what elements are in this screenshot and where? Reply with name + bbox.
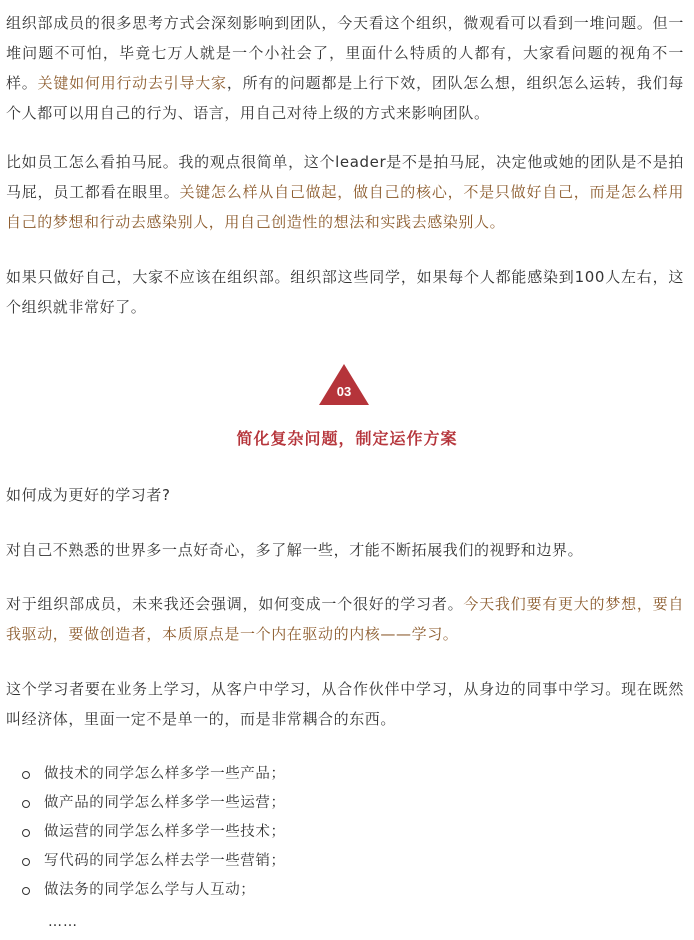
paragraph-6 (6, 589, 684, 649)
paragraph-1-text: 组织部成员的很多思考方式会深刻影响到团队，今天看这个组织，微观看可以看到一堆问题。但一堆问题不可怕，毕竟七万人就是一个小社会了，里面什么特质的人都有，大家看问题的视角不一样。 (6, 14, 684, 92)
paragraph-2-text: 比如员工怎么看拍马屁。我的观点很简单，这个leader是不是拍马屁，决定他或她的团队是不是拍马屁，员工都看在眼里。 (6, 153, 684, 201)
list-item (0, 847, 694, 876)
list-ellipsis: …… (48, 914, 78, 930)
list-item-text: 做运营的同学怎么样多学一些技术； (44, 824, 286, 840)
list-item-text: 做产品的同学怎么样多学一些运营； (44, 795, 286, 811)
bullet-circle-icon (22, 858, 30, 866)
section-title: 简化复杂问题，制定运作方案 (236, 429, 458, 448)
paragraph-1-highlight: 关键如何用行动去引导大家 (37, 74, 227, 92)
paragraph-1 (6, 8, 684, 128)
list-item-text: 写代码的同学怎么样去学一些营销； (44, 853, 286, 869)
paragraph-6-text: 对于组织部成员，未来我还会强调，如何变成一个很好的学习者。 (6, 595, 464, 613)
paragraph-2-highlight: 关键怎么样从自己做起，做自己的核心，不是只做好自己，而是怎么样用自己的梦想和行动去感染别人，用自己创造性的想法和实践去感染别人。 (6, 183, 684, 231)
paragraph-4: 如何成为更好的学习者? (6, 486, 171, 504)
paragraph-1-text-end: ，所有的问题都是上行下效，团队怎么想，组织怎么运转，我们每个人都可以用自己的行为、语言，用自己对待上级的方式来影响团队。 (6, 74, 685, 122)
list-item (0, 876, 694, 905)
paragraph-6-highlight: 今天我们要有更大的梦想，要自我驱动，要做创造者，本质原点是一个内在驱动的内核——学习。 (6, 595, 685, 643)
bullet-circle-icon (22, 771, 30, 779)
list-item-text: 做法务的同学怎么学与人互动； (44, 882, 256, 898)
list-item (0, 818, 694, 847)
bullet-circle-icon (22, 800, 30, 808)
bullet-list (0, 760, 694, 905)
paragraph-3: 如果只做好自己，大家不应该在组织部。组织部这些同学，如果每个人都能感染到100人左右，这个组织就非常好了。 (6, 268, 684, 316)
bullet-circle-icon (22, 887, 30, 895)
paragraph-7: 这个学习者要在业务上学习，从客户中学习，从合作伙伴中学习，从身边的同事中学习。现在既然叫经济体，里面一定不是单一的，而是非常耦合的东西。 (6, 680, 684, 728)
paragraph-5: 对自己不熟悉的世界多一点好奇心，多了解一些，才能不断拓展我们的视野和边界。 (6, 541, 584, 559)
section-number: 03 (336, 384, 352, 399)
list-item (0, 789, 694, 818)
bullet-circle-icon (22, 829, 30, 837)
list-item (0, 760, 694, 789)
list-item-text: 做技术的同学怎么样多学一些产品； (44, 766, 286, 782)
paragraph-2 (6, 147, 684, 237)
